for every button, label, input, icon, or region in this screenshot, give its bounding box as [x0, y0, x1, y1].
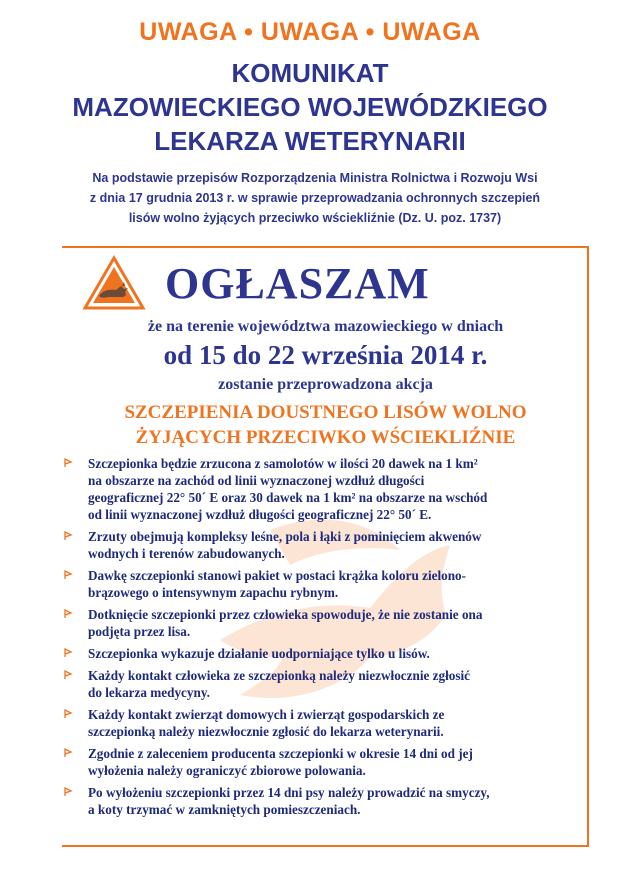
list-item-line: Zrzuty obejmują kompleksy leśne, pola i łąki z pominięciem akwenów: [88, 529, 482, 544]
list-item-line: Dotknięcie szczepionki przez człowieka spowoduje, że nie zostanie ona: [88, 607, 483, 622]
list-item: [62, 528, 567, 562]
list-item-line: Po wyłożeniu szczepionki przez 14 dni psy należy prowadzić na smyczy,: [88, 785, 490, 800]
list-item: [62, 567, 567, 601]
list-item-line: geograficznej 22° 50´ E oraz 30 dawek na 1 km² na obszarze na wschód: [88, 490, 488, 505]
campaign-name-line: SZCZEPIENIA DOUSTNEGO LISÓW WOLNO: [124, 402, 527, 423]
list-item: [62, 667, 567, 701]
page-title: [0, 56, 620, 158]
list-item: [62, 645, 567, 662]
list-item: [62, 455, 567, 523]
bullet-marker-icon: [64, 570, 73, 580]
list-item-line: podjęta przez lisa.: [88, 624, 191, 639]
legal-basis: [75, 168, 555, 228]
list-item-line: Zgodnie z zaleceniem producenta szczepionki w okresie 14 dni od jej: [88, 746, 473, 761]
bullet-marker-icon: [64, 709, 73, 719]
bullet-marker-icon: [64, 609, 73, 619]
bullet-marker-icon: [64, 648, 73, 658]
list-item: [62, 606, 567, 640]
list-item-line: Każdy kontakt człowieka ze szczepionką należy niezwłocznie zgłosić: [88, 668, 471, 683]
list-item-line: szczepionką należy niezwłocznie zgłosić do lekarza weterynarii.: [88, 724, 444, 739]
bullet-marker-icon: [64, 670, 73, 680]
title-line: LEKARZA WETERYNARII: [154, 126, 466, 156]
bullet-marker-icon: [64, 787, 73, 797]
bullet-marker-icon: [64, 458, 73, 468]
list-item: [62, 745, 567, 779]
list-item-line: na obszarze na zachód od linii wyznaczonej wzdłuż długości: [88, 473, 425, 488]
list-item: [62, 784, 567, 818]
list-item-line: Szczepionka wykazuje działanie uodporniające tylko u lisów.: [88, 646, 430, 661]
list-item-line: brązowego o intensywnym zapachu rybnym.: [88, 585, 339, 600]
bullet-list: [62, 455, 567, 823]
list-item-line: a koty trzymać w zamkniętych pomieszczeniach.: [88, 802, 361, 817]
legal-basis-line: lisów wolno żyjących przeciwko wściekliźnie (Dz. U. poz. 1737): [128, 211, 502, 225]
campaign-dates: od 15 do 22 września 2014 r.: [163, 340, 488, 370]
title-line: MAZOWIECKIEGO WOJEWÓDZKIEGO: [72, 92, 548, 122]
list-item-line: Dawkę szczepionki stanowi pakiet w postaci krążka koloru zielono-: [88, 568, 467, 583]
title-line: KOMUNIKAT: [231, 58, 389, 88]
warning-header: UWAGA • UWAGA • UWAGA: [139, 18, 481, 46]
campaign-name: [62, 400, 589, 450]
fox-warning-triangle-icon: [82, 255, 146, 311]
bullet-marker-icon: [64, 531, 73, 541]
list-item-line: do lekarza medycyny.: [88, 685, 210, 700]
campaign-name-line: ŻYJĄCYCH PRZECIWKO WŚCIEKLIŹNIE: [135, 427, 516, 448]
bullet-marker-icon: [64, 748, 73, 758]
list-item-line: wodnych i terenów zabudowanych.: [88, 546, 285, 561]
announcement-action: zostanie przeprowadzona akcja: [218, 376, 433, 393]
list-item-line: Każdy kontakt zwierząt domowych i zwierząt gospodarskich ze: [88, 707, 445, 722]
list-item-line: od linii wyznaczonej wzdłuż długości geograficznej 22° 50´ E.: [88, 507, 432, 522]
list-item-line: Szczepionka będzie zrzucona z samolotów w ilości 20 dawek na 1 km²: [88, 456, 478, 471]
legal-basis-line: z dnia 17 grudnia 2013 r. w sprawie przeprowadzania ochronnych szczepień: [89, 191, 541, 205]
legal-basis-line: Na podstawie przepisów Rozporządzenia Ministra Rolnictwa i Rozwoju Wsi: [92, 171, 538, 185]
announcement-heading: OGŁASZAM: [165, 259, 430, 308]
announcement-intro: że na terenie województwa mazowieckiego w dniach: [147, 318, 504, 335]
list-item-line: wyłożenia należy ograniczyć zbiorowe polowania.: [88, 763, 366, 778]
list-item: [62, 706, 567, 740]
